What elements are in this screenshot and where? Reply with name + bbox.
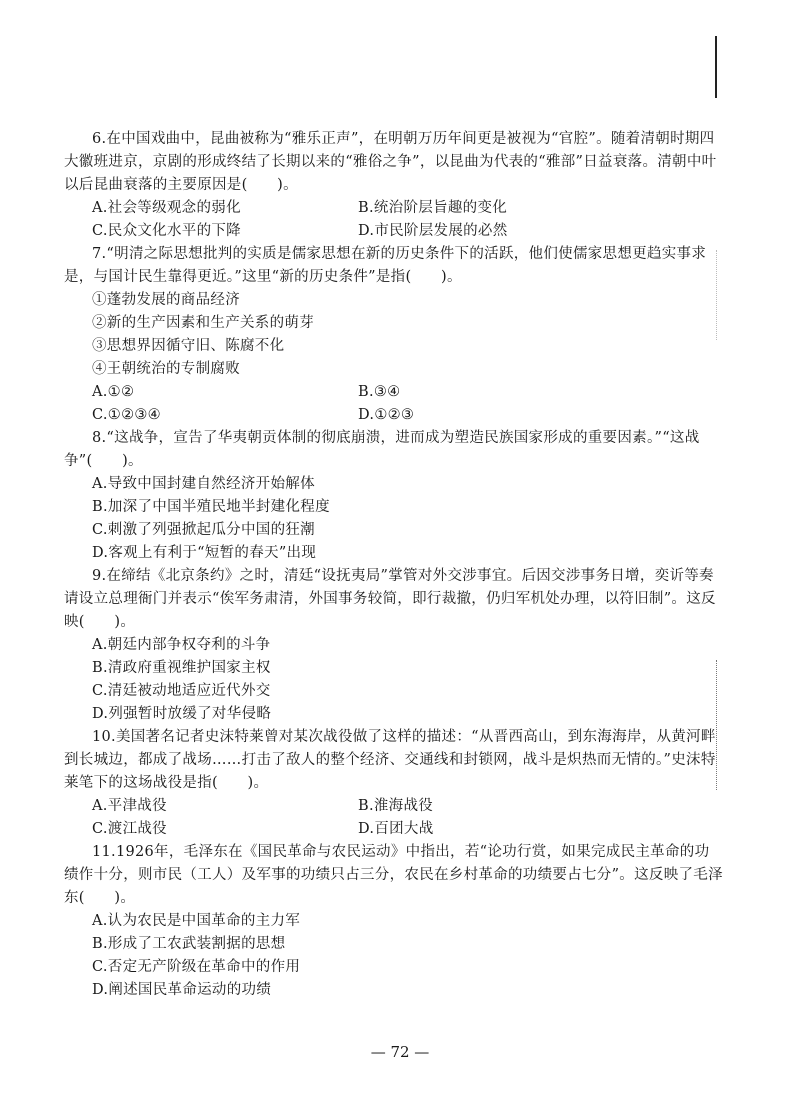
option-a[interactable]: A.社会等级观念的弱化 [92,200,241,216]
option-a[interactable]: A.朝廷内部争权夺利的斗争 [92,637,271,653]
option-c[interactable]: C.否定无产阶级在革命中的作用 [92,959,301,975]
statement-3: ③思想界因循守旧、陈腐不化 [92,338,285,354]
option-a[interactable]: A.认为农民是中国革命的主力军 [92,913,301,929]
option-d[interactable]: D.百团大战 [358,821,434,837]
option-c[interactable]: C.渡江战役 [92,821,167,837]
question-10 [64,726,724,841]
question-stem: 6.在中国戏曲中，昆曲被称为“雅乐正声”，在明朝万历年间更是被视为“官腔”。随着清朝时期四大徽班进京，京剧的形成终结了长期以来的“雅俗之争”，以昆曲为代表的“雅部”日益衰落。清朝中叶以后昆曲衰落的主要原因是( )。 [64,131,717,193]
option-b[interactable]: B.③④ [358,384,401,400]
statement-1: ①蓬勃发展的商品经济 [92,292,240,308]
question-7 [64,243,724,427]
option-d[interactable]: D.市民阶层发展的必然 [358,223,508,239]
statement-2: ②新的生产因素和生产关系的萌芽 [92,315,314,331]
question-6 [64,128,724,243]
option-d[interactable]: D.列强暂时放缓了对华侵略 [92,706,272,722]
option-a[interactable]: A.导致中国封建自然经济开始解体 [92,476,315,492]
option-b[interactable]: B.清政府重视维护国家主权 [92,660,271,676]
statement-4: ④王朝统治的专制腐败 [92,361,240,377]
option-b[interactable]: B.加深了中国半殖民地半封建化程度 [92,499,330,515]
question-9 [64,565,724,726]
option-d[interactable]: D.①②③ [358,407,415,423]
option-b[interactable]: B.淮海战役 [358,798,434,814]
option-c[interactable]: C.①②③④ [92,407,161,423]
page-number: — 72 — [370,1043,430,1061]
question-8 [64,427,724,565]
option-a[interactable]: A.平津战役 [92,798,167,814]
option-b[interactable]: B.统治阶层旨趣的变化 [358,200,508,216]
question-page [64,128,724,1002]
option-c[interactable]: C.清廷被动地适应近代外交 [92,683,271,699]
question-stem: 10.美国著名记者史沫特莱曾对某次战役做了这样的描述：“从晋西高山，到东海海岸，从黄河畔到长城边，都成了战场……打击了敌人的整个经济、交通线和封锁网，战斗是炽热而无情的。”史沫特莱笔下的这场战役是指( )。 [64,729,716,791]
question-stem: 11.1926年，毛泽东在《国民革命与农民运动》中指出，若“论功行赏，如果完成民主革命的功绩作十分，则市民（工人）及军事的功绩只占三分，农民在乡村革命的功绩要占七分”。这反映了毛泽东( )。 [64,844,723,906]
option-d[interactable]: D.客观上有利于“短暂的春天”出现 [92,545,317,561]
option-c[interactable]: C.民众文化水平的下降 [92,223,241,239]
question-stem: 8.“这战争，宣告了华夷朝贡体制的彻底崩溃，进而成为塑造民族国家形成的重要因素。”“这战争”( )。 [64,430,700,469]
option-c[interactable]: C.刺激了列强掀起瓜分中国的狂潮 [92,522,315,538]
question-11 [64,841,724,1002]
binding-line [715,36,717,98]
question-stem: 9.在缔结《北京条约》之时，清廷“设抚夷局”掌管对外交涉事宜。后因交涉事务日增，奕䜣等奏请设立总理衙门并表示“俟军务肃清，外国事务较简，即行裁撤，仍归军机处办理，以符旧制”。这反映( )。 [64,568,716,630]
option-a[interactable]: A.①② [92,384,135,400]
option-b[interactable]: B.形成了工农武装割据的思想 [92,936,286,952]
question-stem: 7.“明清之际思想批判的实质是儒家思想在新的历史条件下的活跃，他们使儒家思想更趋实事求是，与国计民生靠得更近。”这里“新的历史条件”是指( )。 [64,246,707,285]
option-d[interactable]: D.阐述国民革命运动的功绩 [92,982,272,998]
